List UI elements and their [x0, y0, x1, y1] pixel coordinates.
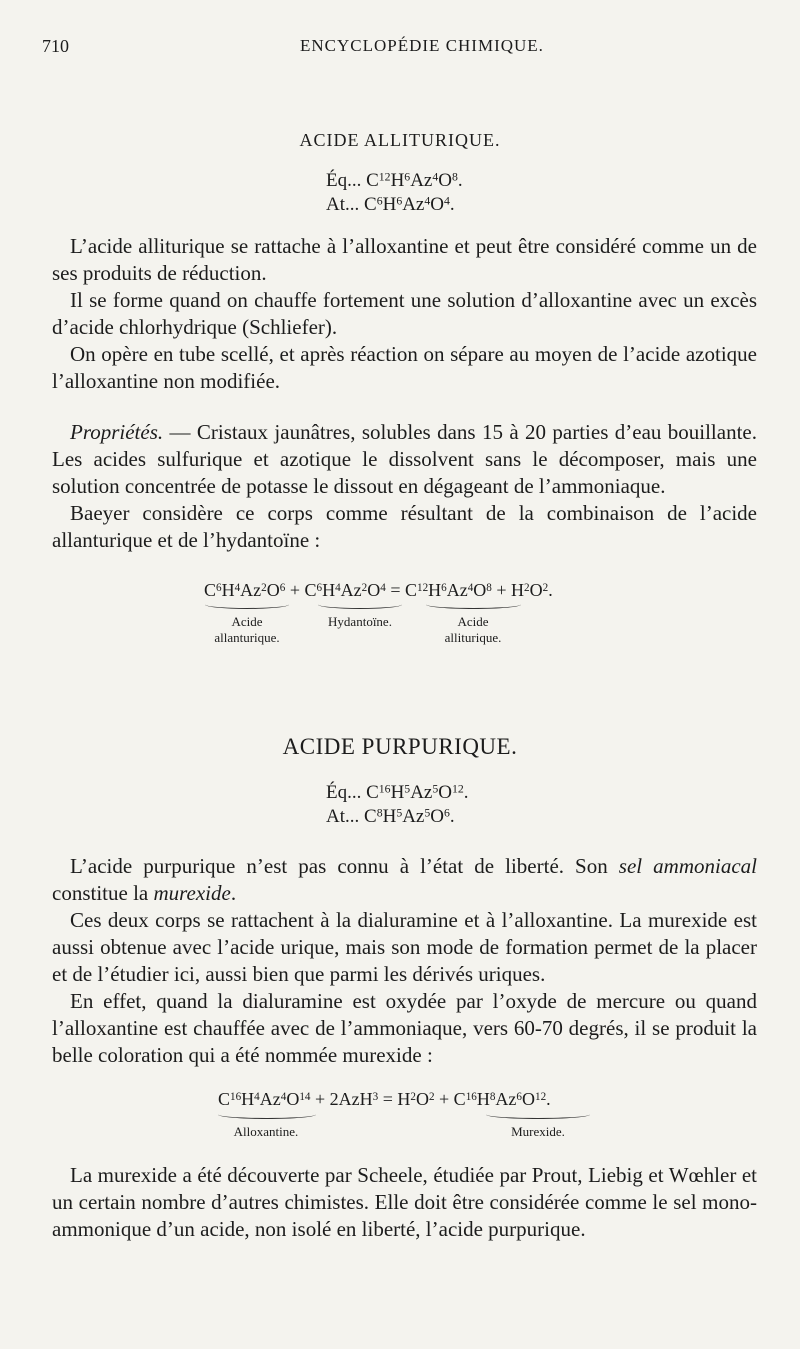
paragraph	[52, 419, 757, 500]
text-run: constitue la	[52, 881, 154, 905]
formula-at-purpurique: At... $C^8H^5Az^5O^6$.	[326, 806, 455, 827]
paragraph	[52, 853, 757, 907]
formula-eq-label: Éq...	[326, 782, 362, 803]
emphasis-sel-ammoniacal: sel ammoniacal	[618, 854, 757, 878]
paragraph-block-3	[52, 853, 757, 1069]
label-line: Acide	[231, 614, 263, 629]
paragraph: Il se forme quand on chauffe fortement une solution d’alloxantine avec un excès d’acide chlorhydrique (Schliefer).	[52, 288, 757, 339]
paragraph: On opère en tube scellé, et après réaction on sépare au moyen de l’acide azotique l’alloxantine non modifiée.	[52, 342, 757, 393]
equation-murexide: $C^{16}H^4Az^4O^{14} + 2AzH^3 = H^2O^2 + C^{16}H^8Az^6O^{12}$.	[218, 1089, 551, 1109]
label-line: alliturique.	[444, 630, 502, 645]
formula-eq-label: Éq...	[326, 170, 362, 191]
text-run: L’acide purpurique n’est pas connu à l’état de liberté. Son	[70, 854, 619, 878]
label-hydantoine: Hydantoïne.	[328, 614, 392, 629]
label-alliturique	[416, 614, 530, 646]
brace	[218, 1110, 316, 1119]
emphasis-murexide: murexide	[153, 881, 231, 905]
page-number: 710	[42, 36, 69, 56]
label-alloxantine: Alloxantine.	[233, 1124, 299, 1139]
properties-text: — Cristaux jaunâtres, solubles dans 15 à 20 parties d’eau bouillante. Les acides sulfurique et azotique le dissolvent sans le décomposer, mais une solution concentrée de potasse le dissout en dégageant de l’ammoniaque.	[52, 420, 757, 498]
paragraph-block-1	[52, 233, 757, 395]
paragraph: L’acide alliturique se rattache à l’alloxantine et peut être considéré comme un de ses produits de réduction.	[52, 234, 757, 285]
formula-at-label: At...	[326, 194, 360, 215]
formula-at-label: At...	[326, 806, 360, 827]
paragraph-block-2	[52, 419, 757, 554]
paragraph: La murexide a été découverte par Scheele, étudiée par Prout, Liebig et Wœhler et un certain nombre d’autres chimistes. Elle doit être considérée comme le sel mono-ammonique d’un acide, non isolé en liberté, l’acide purpurique.	[52, 1163, 757, 1241]
paragraph-block-4	[52, 1162, 757, 1243]
equation-alliturique: $C^6H^4Az^2O^6 + C^6H^4Az^2O^4 = C^{12}H^6Az^4O^8 + H^2O^2$.	[204, 580, 553, 600]
paragraph: En effet, quand la dialuramine est oxydée par l’oxyde de mercure ou quand l’alloxantine est chauffée avec de l’ammoniaque, vers 60-70 degrés, il se produit la belle coloration qui a été nommée murexide :	[52, 989, 757, 1067]
section-title-purpurique: ACIDE PURPURIQUE.	[282, 734, 518, 759]
brace	[205, 600, 289, 609]
brace	[318, 600, 402, 609]
paragraph: Ces deux corps se rattachent à la dialuramine et à l’alloxantine. La murexide est aussi obtenue avec l’acide urique, mais son mode de formation permet de la placer et de l’étudier ici, aussi bien que parmi les dérivés uriques.	[52, 908, 757, 986]
properties-heading: Propriétés.	[70, 420, 164, 444]
formula-eq-alliturique: Éq... $C^{12}H^6Az^4O^8$.	[326, 170, 463, 191]
running-title: ENCYCLOPÉDIE CHIMIQUE.	[300, 36, 544, 55]
formula-eq-purpurique: Éq... $C^{16}H^5Az^5O^{12}$.	[326, 782, 469, 803]
label-line: allanturique.	[214, 630, 280, 645]
label-murexide: Murexide.	[511, 1124, 565, 1139]
label-line: Acide	[457, 614, 489, 629]
brace	[426, 600, 521, 609]
brace	[486, 1110, 590, 1119]
paragraph: Baeyer considère ce corps comme résultant de la combinaison de l’acide allanturique et de l’hydantoïne :	[52, 501, 757, 552]
text-run: .	[230, 881, 237, 905]
formula-at-alliturique: At... $C^6H^6Az^4O^4$.	[326, 194, 455, 215]
section-title-alliturique: ACIDE ALLITURIQUE.	[299, 130, 501, 150]
label-allanturique	[190, 614, 304, 646]
